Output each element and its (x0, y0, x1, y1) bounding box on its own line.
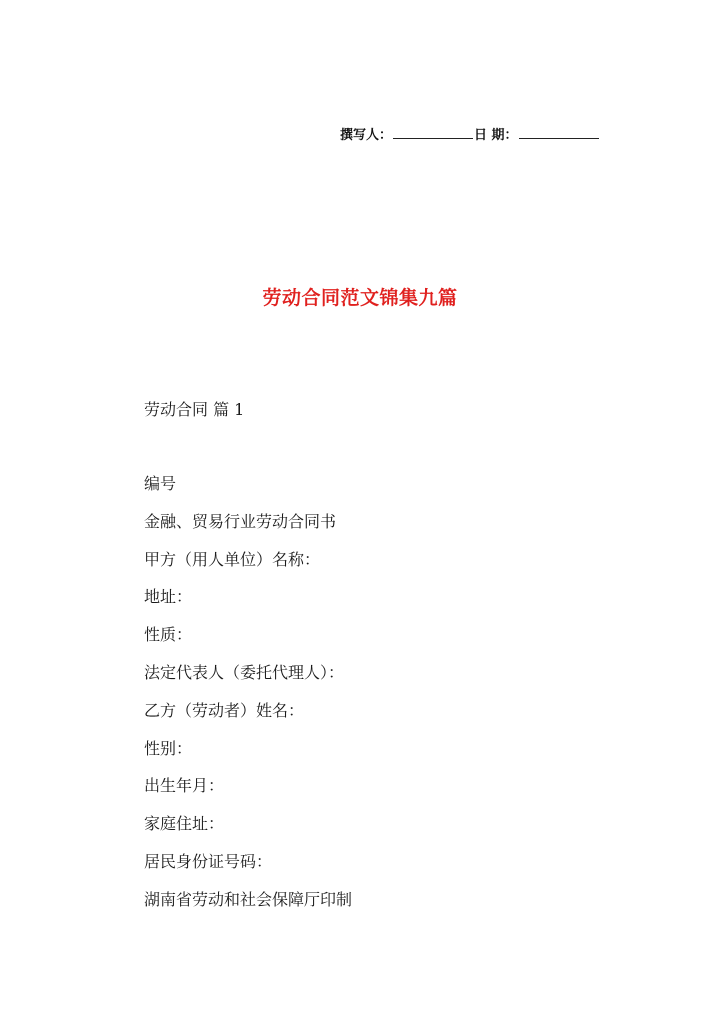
contract-line: 性别： (144, 738, 193, 758)
contract-line: 法定代表人（委托代理人）： (144, 662, 345, 682)
contract-line: 地址： (144, 587, 193, 607)
author-blank (393, 126, 473, 139)
contract-fields (144, 474, 352, 928)
author-label: 撰写人： (340, 128, 393, 143)
contract-line: 出生年月： (144, 776, 225, 796)
document-title: 劳动合同范文锦集九篇 (262, 287, 458, 309)
contract-line: 湖南省劳动和社会保障厅印制 (144, 889, 353, 909)
contract-line: 金融、贸易行业劳动合同书 (144, 511, 337, 531)
contract-line: 居民身份证号码： (144, 851, 273, 871)
contract-line: 乙方（劳动者）姓名： (144, 700, 305, 720)
section-heading: 劳动合同 篇 1 (144, 400, 245, 419)
contract-line: 家庭住址： (144, 814, 225, 834)
date-label: 日 期： (474, 128, 518, 143)
contract-line: 甲方（用人单位）名称： (144, 549, 321, 569)
contract-line: 编号 (144, 474, 177, 493)
date-blank (519, 126, 599, 139)
contract-line: 性质： (144, 625, 193, 645)
author-date-line (340, 124, 600, 143)
